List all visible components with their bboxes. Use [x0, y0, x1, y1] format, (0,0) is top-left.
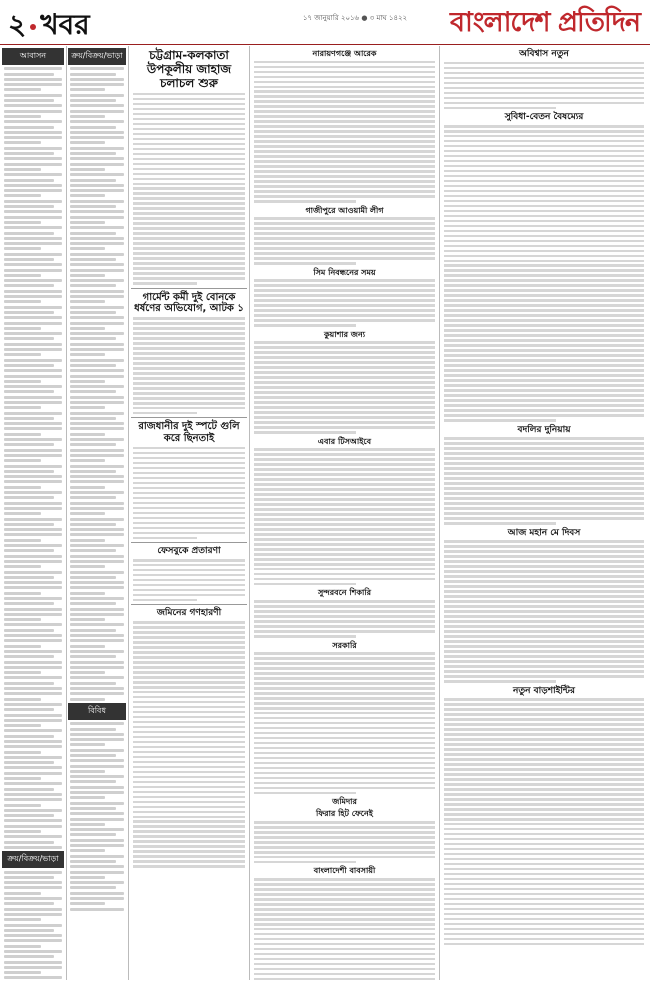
- story-body: [442, 125, 646, 422]
- page-number-value: ২: [8, 8, 27, 41]
- classified-heading: ক্রয়/বিক্রয়/ভাড়া: [2, 851, 64, 868]
- story-headline: জমিনের গণহারণী: [156, 608, 222, 619]
- classified-heading: বিবিধ: [68, 703, 126, 720]
- story-body: [252, 821, 437, 863]
- story-headline: বাংলাদেশী বাবসায়ী: [313, 866, 376, 876]
- page-number: [8, 3, 90, 50]
- story-headline: ফিরার হিট ফেনেই: [316, 809, 373, 819]
- story-body: [442, 437, 646, 524]
- story-body: [442, 540, 646, 682]
- news-column-3: [131, 46, 247, 980]
- story-headline: বদলির দুনিয়ায়: [517, 424, 571, 435]
- bullet-icon: [30, 24, 36, 30]
- story-headline: আজ মহান মে দিবস: [507, 527, 581, 538]
- story-headline: চট্টগ্রাম-কলকাতা উপকূলীয় জাহাজ চলাচল শুরু: [146, 48, 232, 90]
- story-headline: সরকারি: [332, 640, 357, 650]
- story-body: [252, 217, 437, 264]
- story-headline: নারায়ণগঞ্জে আরেক: [312, 49, 377, 58]
- news-column-5: [442, 46, 646, 980]
- section-name: খবর: [40, 8, 90, 41]
- story-body: [131, 621, 247, 868]
- classified-text-block: [2, 67, 64, 849]
- classified-text-block: [68, 722, 126, 910]
- story-headline: গাজীপুরে আওয়ামী লীগ: [305, 205, 384, 215]
- newspaper-brand: বাংলাদেশ প্রতিদিন: [450, 7, 640, 38]
- story-body: [252, 448, 437, 585]
- story-headline: গার্মেন্ট কর্মী দুই বোনকে ধর্ষণের অভিযোগ, আটক ১: [134, 291, 244, 315]
- column-divider: [439, 46, 440, 980]
- story-body: [252, 341, 437, 433]
- classified-heading: আবাসন: [2, 48, 64, 65]
- story-headline: নতুন বাড়শাইন্টির: [513, 685, 575, 696]
- story-headline: এবার টিসআইবে: [317, 436, 372, 446]
- issue-date: ১৭ জানুয়ারি ২০১৬ ● ৩ মাঘ ১৪২২: [302, 14, 408, 22]
- story-headline: রাজধানীর দুই স্পটে গুলি করে ছিনতাই: [138, 421, 240, 444]
- story-body: [252, 652, 437, 794]
- story-body: [252, 279, 437, 326]
- story-body: [131, 559, 247, 601]
- classified-heading: ক্রয়/বিক্রয়/ভাড়া: [68, 48, 126, 65]
- story-body: [131, 447, 247, 539]
- story-body: [442, 698, 646, 945]
- story-headline: সুন্দরবনে শিকারি: [318, 588, 371, 598]
- story-body: [442, 62, 646, 109]
- classified-column-1: [2, 46, 64, 980]
- story-body: [131, 93, 247, 285]
- masthead: [0, 0, 650, 45]
- column-divider: [249, 46, 250, 980]
- story-headline: কুয়াশার জন্য: [323, 329, 366, 339]
- story-headline: ফেসবুকে প্রতারণা: [157, 546, 221, 557]
- classified-column-2: [68, 46, 126, 980]
- story-body: [252, 61, 437, 203]
- story-body: [252, 878, 437, 980]
- story-headline: অবিশ্বাস নতুন: [519, 49, 569, 59]
- classified-text-block: [2, 871, 64, 980]
- story-headline: জমিদার: [332, 797, 357, 807]
- story-headline: সিম নিবন্ধনের সময়: [313, 267, 376, 277]
- news-column-4: [252, 46, 437, 980]
- story-headline: সুবিধা-বেতন বৈষম্যের: [504, 112, 584, 123]
- classified-text-block: [68, 67, 126, 700]
- column-divider: [128, 46, 129, 980]
- story-body: [252, 600, 437, 637]
- column-divider: [66, 46, 67, 980]
- story-body: [131, 317, 247, 414]
